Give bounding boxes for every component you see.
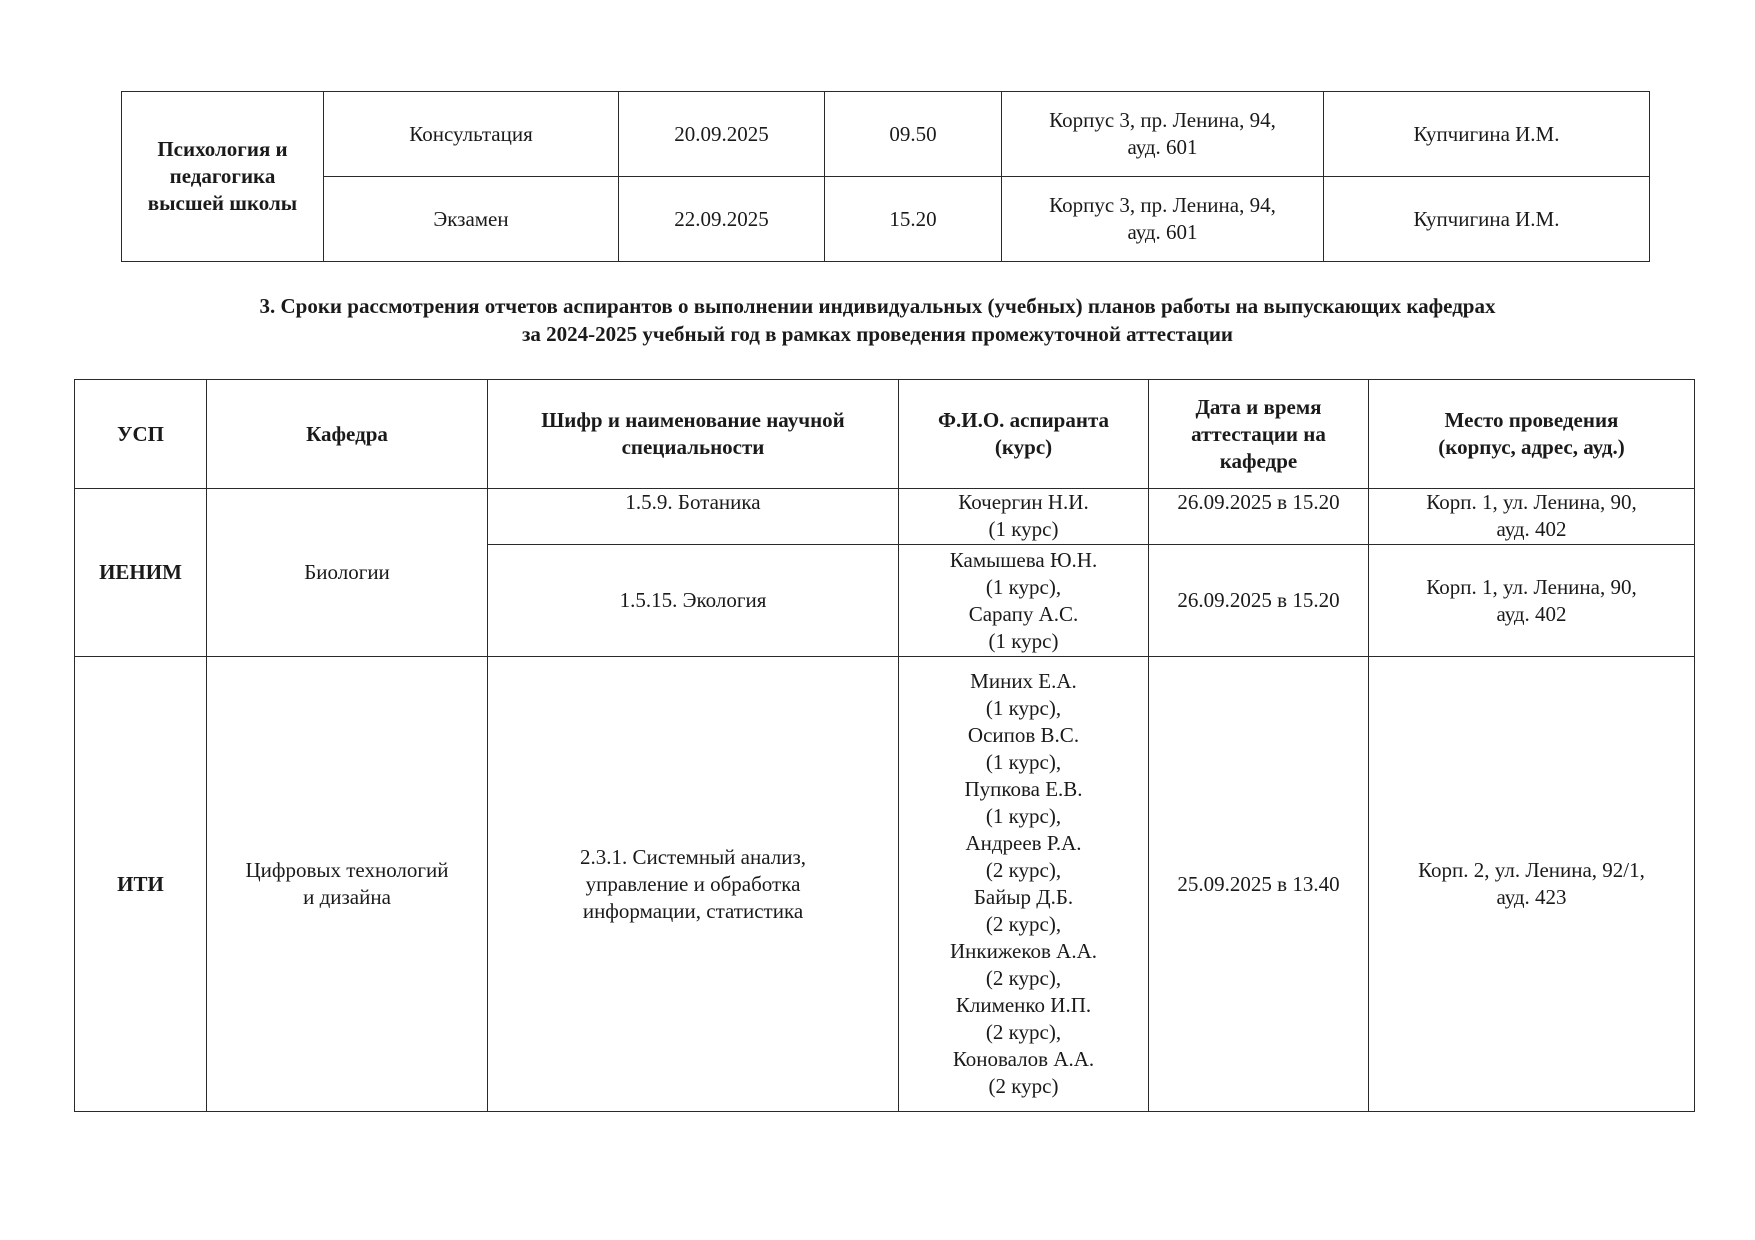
students-cell: Камышева Ю.Н. (1 курс), Сарапу А.С. (1 курс)	[899, 545, 1149, 657]
event-type-cell: Экзамен	[324, 177, 619, 262]
exam-schedule-table	[121, 91, 1650, 262]
header-datetime: Дата и время аттестации на кафедре	[1149, 380, 1369, 489]
place-cell: Корп. 2, ул. Ленина, 92/1, ауд. 423	[1369, 657, 1695, 1112]
header-student: Ф.И.О. аспиранта (курс)	[899, 380, 1149, 489]
place-cell: Корп. 1, ул. Ленина, 90, ауд. 402	[1369, 489, 1695, 545]
usp-cell: ИТИ	[75, 657, 207, 1112]
place-cell: Корпус 3, пр. Ленина, 94, ауд. 601	[1002, 92, 1324, 177]
specialty-cell: 1.5.9. Ботаника	[488, 489, 899, 545]
students-cell: Кочергин Н.И. (1 курс)	[899, 489, 1149, 545]
specialty-cell: 2.3.1. Системный анализ, управление и обработка информации, статистика	[488, 657, 899, 1112]
datetime-cell: 25.09.2025 в 13.40	[1149, 657, 1369, 1112]
specialty-cell: 1.5.15. Экология	[488, 545, 899, 657]
time-cell: 15.20	[825, 177, 1002, 262]
table-row	[122, 92, 1650, 177]
attestation-schedule-table	[74, 379, 1695, 1112]
discipline-cell: Психология и педагогика высшей школы	[122, 92, 324, 262]
table-row	[122, 177, 1650, 262]
date-cell: 20.09.2025	[619, 92, 825, 177]
datetime-cell: 26.09.2025 в 15.20	[1149, 545, 1369, 657]
department-cell: Биологии	[207, 489, 488, 657]
date-cell: 22.09.2025	[619, 177, 825, 262]
teacher-cell: Купчигина И.М.	[1324, 177, 1650, 262]
students-cell: Миних Е.А. (1 курс), Осипов В.С. (1 курс), Пупкова Е.В. (1 курс), Андреев Р.А. (2 курс), Байыр Д.Б. (2 курс), Инкижеков А.А. (2 курс), Клименко И.П. (2 курс), Коновалов А.А. (2 курс)	[899, 657, 1149, 1112]
department-cell: Цифровых технологий и дизайна	[207, 657, 488, 1112]
header-usp: УСП	[75, 380, 207, 489]
header-department: Кафедра	[207, 380, 488, 489]
event-type-cell: Консультация	[324, 92, 619, 177]
place-cell: Корпус 3, пр. Ленина, 94, ауд. 601	[1002, 177, 1324, 262]
table-row	[75, 489, 1695, 545]
time-cell: 09.50	[825, 92, 1002, 177]
datetime-cell: 26.09.2025 в 15.20	[1149, 489, 1369, 545]
place-cell: Корп. 1, ул. Ленина, 90, ауд. 402	[1369, 545, 1695, 657]
usp-cell: ИЕНИМ	[75, 489, 207, 657]
section-3-heading: 3. Сроки рассмотрения отчетов аспирантов о выполнении индивидуальных (учебных) планов работы на выпускающих кафедрах за 2024-2025 учебный год в рамках проведения промежуточной аттестации	[259, 294, 1496, 346]
header-place: Место проведения (корпус, адрес, ауд.)	[1369, 380, 1695, 489]
table-row	[75, 657, 1695, 1112]
header-row	[75, 380, 1695, 489]
header-specialty: Шифр и наименование научной специальности	[488, 380, 899, 489]
teacher-cell: Купчигина И.М.	[1324, 92, 1650, 177]
